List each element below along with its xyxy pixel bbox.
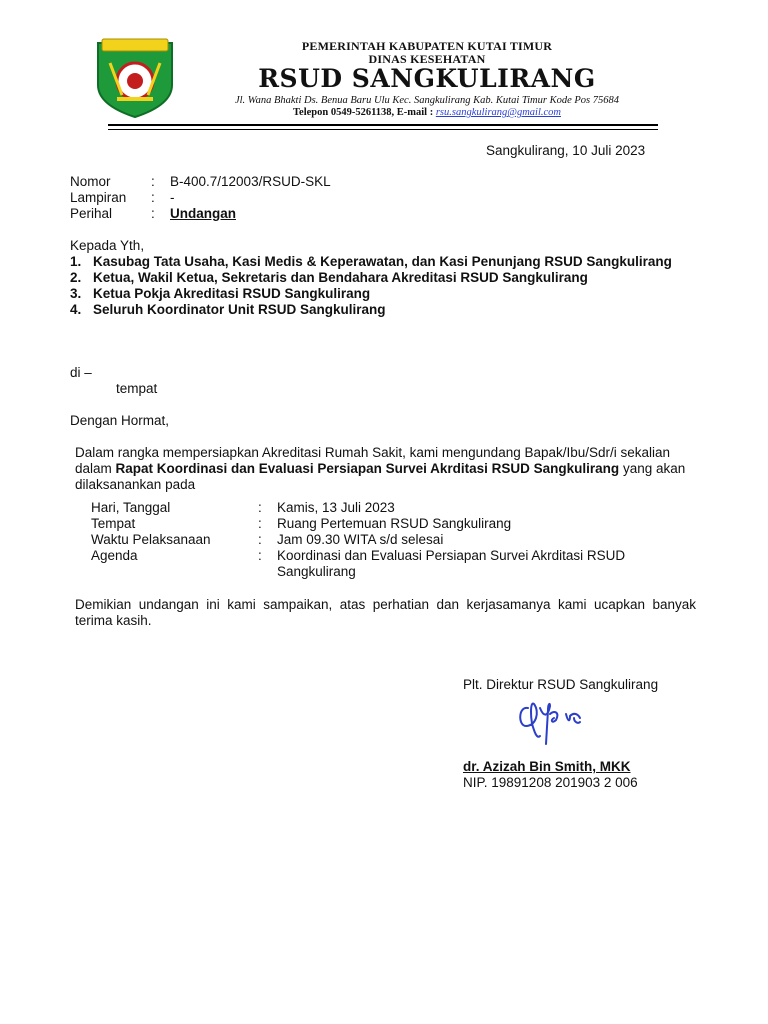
meta-label-nomor: Nomor [70, 174, 111, 189]
detail-label-agenda: Agenda [91, 548, 138, 563]
body-paragraph [75, 445, 702, 493]
closing-paragraph: Demikian undangan ini kami sampaikan, atas perhatian dan kerjasamanya kami ucapkan banyak terima kasih. [75, 597, 696, 628]
detail-sep: : [258, 532, 262, 547]
recipient-text: Kasubag Tata Usaha, Kasi Medis & Keperawatan, dan Kasi Penunjang RSUD Sangkulirang [93, 254, 672, 269]
meta-sep: : [151, 190, 155, 205]
recipient-num: 3. [70, 286, 82, 301]
meta-value-lampiran: - [170, 190, 175, 205]
recipient-num: 2. [70, 270, 82, 285]
header-contact [167, 107, 687, 118]
detail-sep: : [258, 500, 262, 515]
body-text: Dalam rangka mempersiapkan Akreditasi Rumah Sakit, kami mengundang Bapak/Ibu/Sdr/i sekalian dalam [75, 445, 671, 476]
signature-name: dr. Azizah Bin Smith, MKK [463, 759, 631, 774]
header-line2: DINAS KESEHATAN [368, 52, 486, 66]
header-rule-thin [108, 129, 658, 130]
detail-value-date: Kamis, 13 Juli 2023 [277, 500, 395, 515]
tempat-line: tempat [116, 381, 158, 396]
meta-sep: : [151, 206, 155, 221]
meta-value-nomor: B-400.7/12003/RSUD-SKL [170, 174, 331, 189]
recipient-text: Ketua, Wakil Ketua, Sekretaris dan Bendahara Akreditasi RSUD Sangkulirang [93, 270, 588, 285]
detail-value-agenda: Koordinasi dan Evaluasi Persiapan Survei Akrditasi RSUD Sangkulirang [277, 548, 626, 579]
recipient-num: 4. [70, 302, 82, 317]
meta-label-lampiran: Lampiran [70, 190, 127, 205]
greeting: Dengan Hormat, [70, 413, 170, 428]
header-title: RSUD SANGKULIRANG [258, 64, 596, 93]
recipient-text: Seluruh Koordinator Unit RSUD Sangkulirang [93, 302, 386, 317]
recipient-text: Ketua Pokja Akreditasi RSUD Sangkulirang [93, 286, 371, 301]
header-phone: Telepon 0549-5261138, E-mail : [293, 107, 436, 118]
detail-sep: : [258, 548, 262, 563]
detail-sep: : [258, 516, 262, 531]
signature-nip: NIP. 19891208 201903 2 006 [463, 775, 638, 790]
meta-label-perihal: Perihal [70, 206, 113, 221]
header-address: Jl. Wana Bhakti Ds. Benua Baru Ulu Kec. Sangkulirang Kab. Kutai Timur Kode Pos 75684 [234, 95, 620, 106]
meta-value-perihal: Undangan [170, 206, 236, 221]
header-email[interactable]: rsu.sangkulirang@gmail.com [435, 107, 561, 118]
signature-title: Plt. Direktur RSUD Sangkulirang [463, 677, 659, 692]
recipient-num: 1. [70, 254, 82, 269]
signature-image [514, 692, 594, 748]
logo [92, 33, 178, 119]
date-line: Sangkulirang, 10 Juli 2023 [486, 143, 646, 158]
body-emphasis: Rapat Koordinasi dan Evaluasi Persiapan Survei Akrditasi RSUD Sangkulirang [115, 461, 620, 476]
detail-label-date: Hari, Tanggal [91, 500, 171, 515]
header-rule-thick [108, 124, 658, 126]
recipients-intro: Kepada Yth, [70, 238, 145, 253]
detail-label-time: Waktu Pelaksanaan [91, 532, 211, 547]
body-text-end: yang akan dilaksanankan pada [75, 461, 686, 492]
meta-sep: : [151, 174, 155, 189]
di-line: di – [70, 365, 92, 380]
detail-value-time: Jam 09.30 WITA s/d selesai [277, 532, 444, 547]
detail-label-place: Tempat [91, 516, 136, 531]
detail-value-place: Ruang Pertemuan RSUD Sangkulirang [277, 516, 512, 531]
header-line1: PEMERINTAH KABUPATEN KUTAI TIMUR [301, 39, 553, 53]
